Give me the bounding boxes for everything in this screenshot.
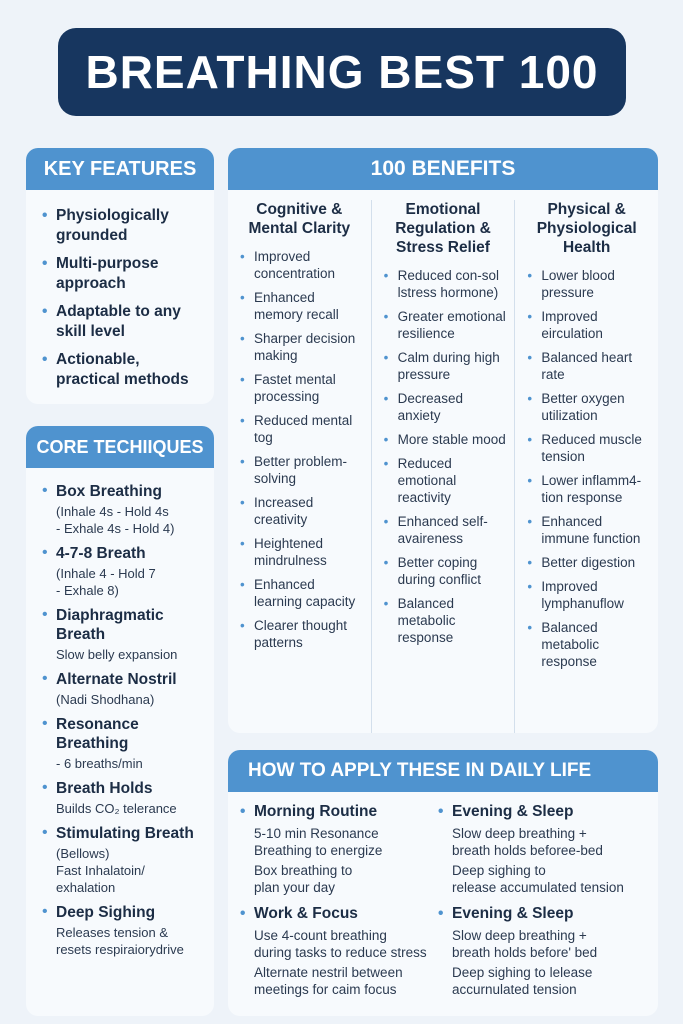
benefit-list <box>541 267 652 670</box>
list-item: • Heightened mindrulness <box>254 535 365 569</box>
apply-column-left <box>254 802 452 1006</box>
list-item <box>56 606 208 663</box>
list-item: • Reduced con-sol lstress hormone) <box>398 267 509 301</box>
list-item: • Lower inflamm4-tion response <box>541 472 652 506</box>
key-features-panel <box>26 148 214 404</box>
apply-block <box>254 904 452 998</box>
list-item: • Reduced emotional reactivity <box>398 455 509 506</box>
apply-grid <box>228 792 658 1006</box>
apply-title: • Evening & Sleep <box>452 802 650 822</box>
list-item: • Enhanced immune function <box>541 513 652 547</box>
technique-name: • Box Breathing <box>56 483 162 500</box>
list-item: • More stable mood <box>398 431 509 448</box>
column-title: Physical & Physiological Health <box>536 201 637 256</box>
list-item: • Better digestion <box>541 554 652 571</box>
technique-desc: - 6 breaths/min <box>56 756 143 771</box>
apply-header: HOW TO APPLY THESE IN DAILY LIFE <box>228 750 658 792</box>
list-item: • Calm during high pressure <box>398 349 509 383</box>
list-item <box>56 903 208 958</box>
list-item <box>56 715 208 772</box>
list-item: • Reduced mental tog <box>254 412 365 446</box>
list-item <box>56 670 208 708</box>
list-item: • Balanced heart rate <box>541 349 652 383</box>
apply-line: Deep sighing to release accumulated tension <box>452 863 624 895</box>
benefits-columns <box>228 190 658 733</box>
apply-line: Deep sighing to lelease accurnulated tension <box>452 965 593 997</box>
list-item: • Enhanced self-avaireness <box>398 513 509 547</box>
list-item <box>56 824 208 896</box>
technique-name: • Alternate Nostril <box>56 671 177 688</box>
list-item: • Better oxygen utilization <box>541 390 652 424</box>
apply-panel <box>228 750 658 1016</box>
technique-name: • Diaphragmatic Breath <box>56 607 164 643</box>
benefit-list <box>254 248 365 651</box>
apply-line: Slow deep breathing + breath holds beforee-bed <box>452 826 603 858</box>
list-item: • Greater emotional resilience <box>398 308 509 342</box>
list-item: • Actionable, practical methods <box>56 350 204 390</box>
technique-desc: (Inhale 4 - Hold 7 - Exhale 8) <box>56 566 156 598</box>
technique-name: • Resonance Breathing <box>56 716 139 752</box>
apply-column-right <box>452 802 650 1006</box>
benefits-panel <box>228 148 658 733</box>
apply-line: Slow deep breathing + breath holds before' bed <box>452 928 598 960</box>
technique-name: • 4-7-8 Breath <box>56 545 146 562</box>
list-item: • Improved concentration <box>254 248 365 282</box>
title-banner <box>58 28 626 116</box>
core-techniques-list <box>26 468 214 958</box>
list-item: • Physiologically grounded <box>56 206 204 246</box>
list-item: • Improved eirculation <box>541 308 652 342</box>
key-features-header: KEY FEATURES <box>26 148 214 190</box>
list-item: • Lower blood pressure <box>541 267 652 301</box>
apply-title: • Evening & Sleep <box>452 904 650 924</box>
technique-desc: (Inhale 4s - Hold 4s - Exhale 4s - Hold 4) <box>56 504 175 536</box>
benefit-list <box>398 267 509 646</box>
list-item: • Multi-purpose approach <box>56 254 204 294</box>
list-item: • Better problem-solving <box>254 453 365 487</box>
technique-name: • Breath Holds <box>56 780 153 797</box>
technique-desc: Builds CO₂ telerance <box>56 801 177 816</box>
list-item: • Sharper decision making <box>254 330 365 364</box>
technique-desc: (Bellows) Fast Inhalatoin/ exhalation <box>56 846 145 895</box>
apply-title: • Morning Routine <box>254 802 452 822</box>
benefit-column-physical <box>515 200 658 733</box>
apply-line: 5-10 min Resonance Breathing to energize <box>254 826 383 858</box>
list-item: • Balanced metabolic response <box>541 619 652 670</box>
list-item: • Decreased anxiety <box>398 390 509 424</box>
list-item: • Reduced muscle tension <box>541 431 652 465</box>
list-item: • Enhanced learning capacity <box>254 576 365 610</box>
core-techniques-header: CORE TECHIIQUES <box>26 426 214 468</box>
technique-name: • Deep Sighing <box>56 904 156 921</box>
technique-desc: (Nadi Shodhana) <box>56 692 155 707</box>
apply-line: Use 4-count breathing during tasks to reduce stress <box>254 928 427 960</box>
list-item <box>56 482 208 537</box>
technique-desc: Slow belly expansion <box>56 647 178 662</box>
list-item: • Enhanced memory recall <box>254 289 365 323</box>
list-item <box>56 544 208 599</box>
list-item <box>56 779 208 817</box>
technique-desc: Releases tension & resets respiraiorydrive <box>56 925 184 957</box>
page-title: BREATHING BEST 100 <box>85 46 599 98</box>
apply-block <box>254 802 452 896</box>
benefit-column-emotional <box>372 200 516 733</box>
list-item: • Balanced metabolic response <box>398 595 509 646</box>
list-item: • Fastet mental processing <box>254 371 365 405</box>
column-title: Cognitive & Mental Clarity <box>248 201 351 237</box>
list-item: • Improved lymphanuflow <box>541 578 652 612</box>
list-item: • Clearer thought patterns <box>254 617 365 651</box>
benefits-header: 100 BENEFITS <box>228 148 658 190</box>
technique-name: • Stimulating Breath <box>56 825 194 842</box>
key-features-list <box>26 190 214 390</box>
benefit-column-cognitive <box>228 200 372 733</box>
list-item: • Adaptable to any skill level <box>56 302 204 342</box>
list-item: • Better coping during conflict <box>398 554 509 588</box>
apply-block <box>452 904 650 998</box>
core-techniques-panel <box>26 426 214 1016</box>
apply-line: Alternate nestril between meetings for caim focus <box>254 965 403 997</box>
apply-line: Box breathing to plan your day <box>254 863 353 895</box>
apply-title: • Work & Focus <box>254 904 452 924</box>
column-title: Emotional Regulation & Stress Relief <box>395 201 491 256</box>
apply-block <box>452 802 650 896</box>
list-item: • Increased creativity <box>254 494 365 528</box>
